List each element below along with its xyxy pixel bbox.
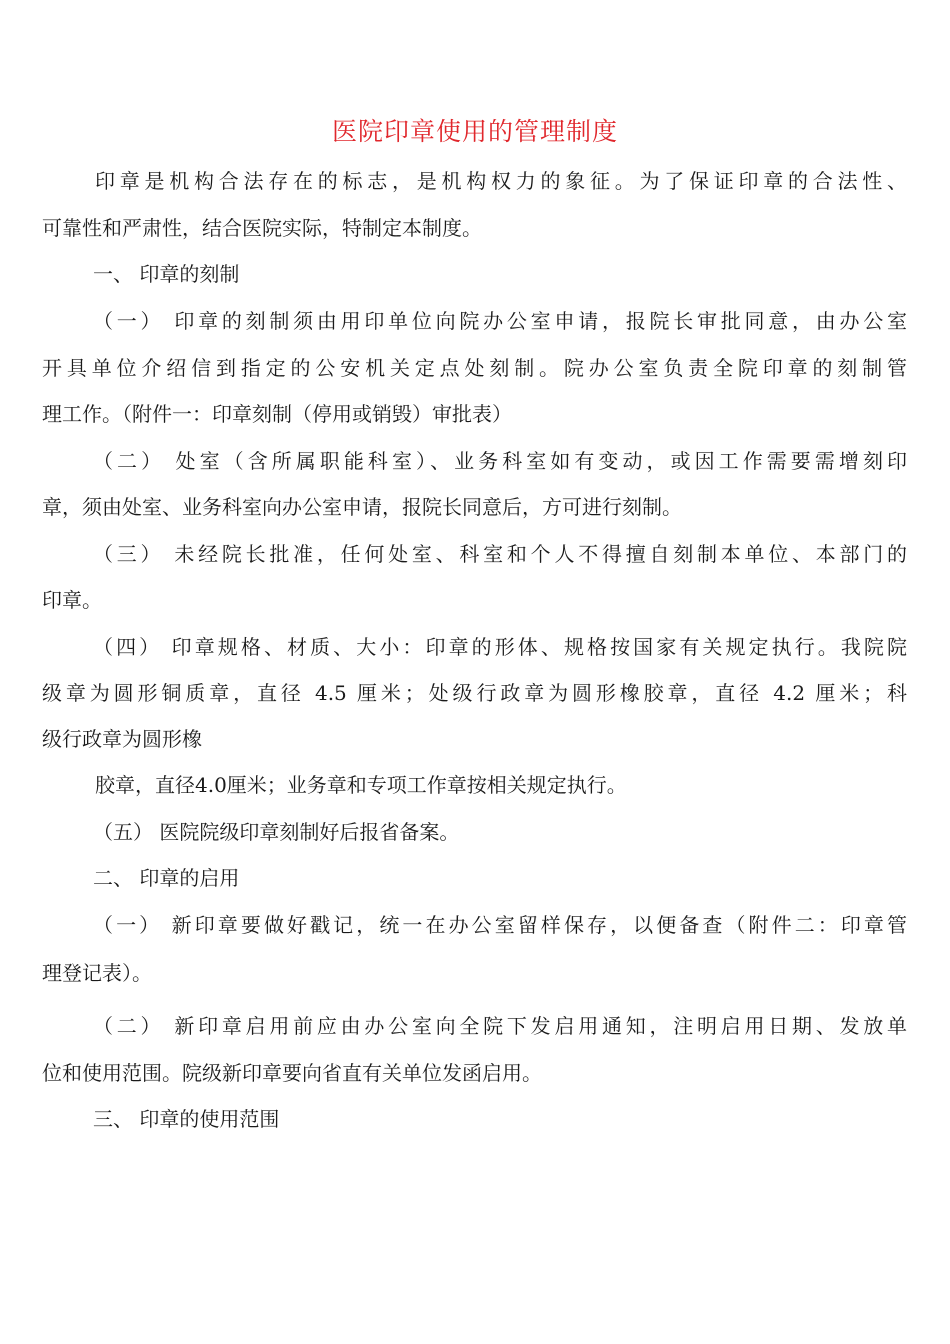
- paragraph-line: 胶章，直径4.0厘米；业务章和专项工作章按相关规定执行。: [95, 773, 627, 797]
- paragraph-line: 位和使用范围。院级新印章要向省直有关单位发函启用。: [42, 1061, 542, 1085]
- section-heading: 三、 印章的使用范围: [93, 1107, 280, 1131]
- paragraph-line: 理工作。（附件一：印章刻制（停用或销毁）审批表）: [42, 402, 512, 426]
- paragraph-line: （五） 医院院级印章刻制好后报省备案。: [93, 820, 460, 844]
- paragraph-line: 章，须由处室、业务科室向办公室申请，报院长同意后，方可进行刻制。: [42, 495, 682, 519]
- paragraph-line: （二） 处室（含所属职能科室）、业务科室如有变动，或因工作需要需增刻印: [93, 449, 907, 473]
- paragraph-line: 印章是机构合法存在的标志，是机构权力的象征。为了保证印章的合法性、: [95, 169, 907, 193]
- paragraph-line: 理登记表）。: [42, 961, 152, 985]
- paragraph-line: （四） 印章规格、材质、大小：印章的形体、规格按国家有关规定执行。我院院: [93, 635, 907, 659]
- section-heading: 二、 印章的启用: [93, 866, 240, 890]
- paragraph-line: 开具单位介绍信到指定的公安机关定点处刻制。院办公室负责全院印章的刻制管: [42, 356, 907, 380]
- paragraph-line: 印章。: [42, 588, 102, 612]
- paragraph-line: （一） 印章的刻制须由用印单位向院办公室申请，报院长审批同意，由办公室: [93, 309, 907, 333]
- paragraph-line: （一） 新印章要做好戳记，统一在办公室留样保存，以便备查（附件二：印章管: [93, 913, 907, 937]
- document-title: 医院印章使用的管理制度: [331, 117, 618, 146]
- paragraph-line: 可靠性和严肃性，结合医院实际，特制定本制度。: [42, 216, 482, 240]
- paragraph-line: （二） 新印章启用前应由办公室向全院下发启用通知，注明启用日期、发放单: [93, 1014, 907, 1038]
- paragraph-line: 级行政章为圆形橡: [42, 727, 202, 751]
- section-heading: 一、 印章的刻制: [93, 262, 240, 286]
- paragraph-line: 级章为圆形铜质章，直径 4.5 厘米；处级行政章为圆形橡胶章，直径 4.2 厘米；科: [42, 681, 907, 705]
- paragraph-line: （三） 未经院长批准，任何处室、科室和个人不得擅自刻制本单位、本部门的: [93, 542, 907, 566]
